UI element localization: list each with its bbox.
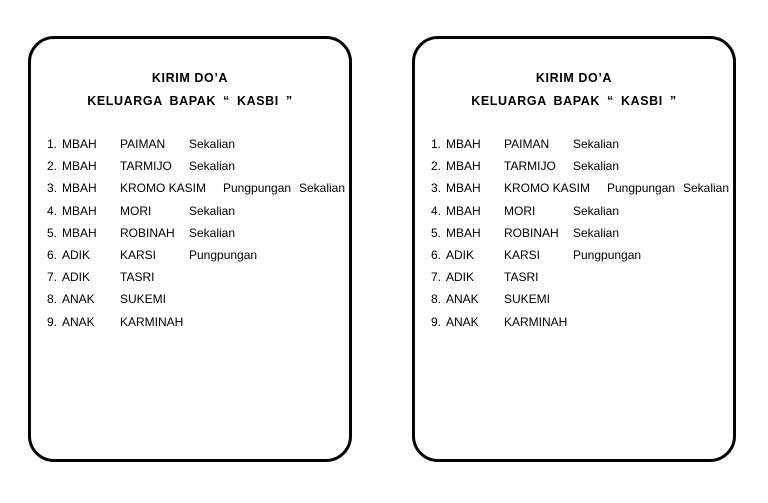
- item-relation: MBAH: [446, 203, 481, 218]
- item-note: Sekalian: [573, 159, 620, 174]
- item-relation: ADIK: [446, 270, 475, 285]
- item-name: KARSI: [120, 248, 157, 262]
- item-name: SUKEMI: [504, 292, 551, 307]
- card-title: KIRIM DO’A: [151, 71, 229, 85]
- item-relation: MBAH: [62, 159, 97, 174]
- item-note: Sekalian: [189, 159, 236, 174]
- item-name: SUKEMI: [120, 292, 167, 307]
- item-name: TARMIJO: [504, 159, 556, 174]
- card-right: [412, 36, 736, 462]
- item-name: ROBINAH: [504, 225, 559, 240]
- item-number: 7.: [431, 270, 442, 285]
- item-note-2: Sekalian: [299, 181, 346, 196]
- card-title: KIRIM DO’A: [535, 71, 613, 85]
- item-relation: ADIK: [62, 270, 91, 285]
- item-number: 4.: [431, 203, 442, 218]
- item-relation: ANAK: [446, 292, 479, 307]
- item-note: Pungpungan: [607, 181, 676, 196]
- item-note: Sekalian: [573, 137, 620, 151]
- item-number: 3.: [431, 181, 442, 196]
- item-name: KROMO KASIM: [120, 181, 207, 196]
- item-note: Pungpungan: [573, 248, 642, 262]
- card-subtitle: KELUARGA BAPAK “ KASBI ”: [471, 94, 677, 108]
- item-relation: MBAH: [446, 159, 481, 174]
- item-name: ROBINAH: [120, 225, 175, 240]
- item-note: Sekalian: [189, 203, 236, 218]
- item-name: MORI: [504, 203, 536, 218]
- item-number: 6.: [431, 248, 442, 262]
- item-note-2: Sekalian: [683, 181, 730, 196]
- item-number: 2.: [431, 159, 442, 174]
- item-note: Sekalian: [189, 225, 236, 240]
- item-note: Sekalian: [189, 137, 236, 151]
- item-relation: ANAK: [446, 314, 479, 329]
- item-number: 5.: [47, 225, 58, 240]
- item-number: 3.: [47, 181, 58, 196]
- item-name: MORI: [120, 203, 152, 218]
- item-relation: MBAH: [62, 203, 97, 218]
- item-name: TASRI: [504, 270, 539, 285]
- item-name: PAIMAN: [120, 137, 166, 151]
- item-note: Pungpungan: [223, 181, 292, 196]
- item-number: 5.: [431, 225, 442, 240]
- item-name: TASRI: [120, 270, 155, 285]
- item-number: 4.: [47, 203, 58, 218]
- item-note: Pungpungan: [189, 248, 258, 262]
- item-relation: MBAH: [62, 181, 97, 196]
- item-number: 1.: [431, 137, 442, 151]
- item-relation: MBAH: [62, 225, 97, 240]
- item-number: 6.: [47, 248, 58, 262]
- item-relation: ANAK: [62, 314, 95, 329]
- item-relation: MBAH: [446, 181, 481, 196]
- item-number: 1.: [47, 137, 58, 151]
- item-relation: MBAH: [446, 225, 481, 240]
- item-number: 2.: [47, 159, 58, 174]
- item-relation: MBAH: [446, 137, 481, 151]
- item-number: 9.: [431, 314, 442, 329]
- item-note: Sekalian: [573, 225, 620, 240]
- item-number: 7.: [47, 270, 58, 285]
- card-subtitle: KELUARGA BAPAK “ KASBI ”: [87, 94, 293, 108]
- card-left: [28, 36, 352, 462]
- item-number: 8.: [47, 292, 58, 307]
- item-name: KARMINAH: [120, 314, 184, 329]
- item-name: PAIMAN: [504, 137, 550, 151]
- item-relation: ADIK: [62, 248, 91, 262]
- item-relation: ADIK: [446, 248, 475, 262]
- item-name: KROMO KASIM: [504, 181, 591, 196]
- item-name: KARSI: [504, 248, 541, 262]
- item-name: TARMIJO: [120, 159, 172, 174]
- item-number: 9.: [47, 314, 58, 329]
- item-note: Sekalian: [573, 203, 620, 218]
- item-number: 8.: [431, 292, 442, 307]
- item-relation: ANAK: [62, 292, 95, 307]
- item-name: KARMINAH: [504, 314, 568, 329]
- item-relation: MBAH: [62, 137, 97, 151]
